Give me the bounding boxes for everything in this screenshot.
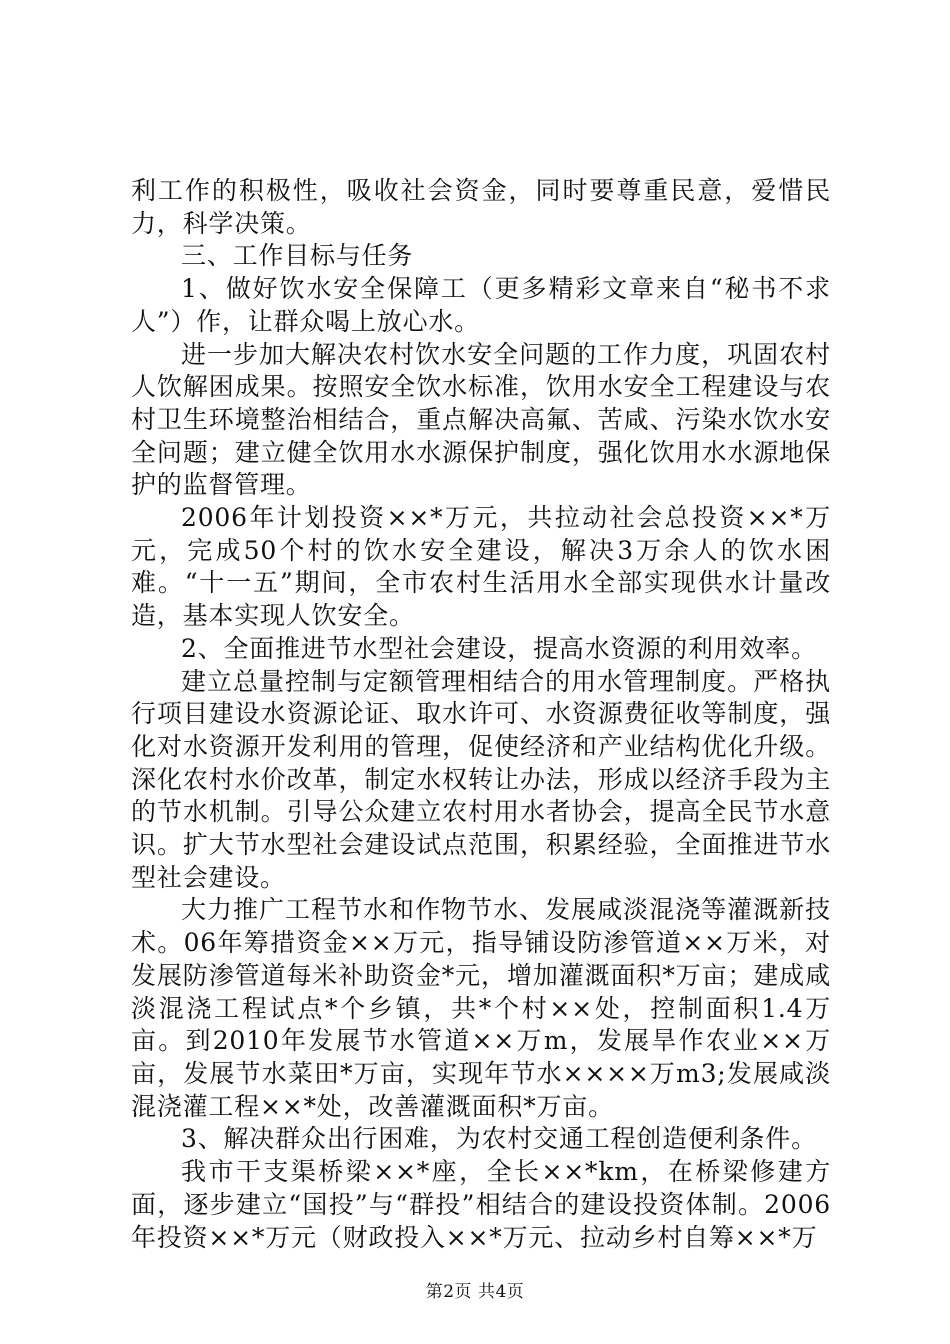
section-heading: 三、工作目标与任务 [181, 241, 414, 271]
paragraph: 我市干支渠桥梁××*座，全长××*km，在桥梁修建方面，逐步建立“国投”与“群投”相结合的建设投资体制。2006年投资××*万元（财政投入××*万元、拉动乡村自筹××*万 [131, 1157, 831, 1252]
document-body [131, 175, 831, 1254]
paragraph: 进一步加大解决农村饮水安全问题的工作力度，巩固农村人饮解困成果。按照安全饮水标准，饮用水安全工程建设与农村卫生环境整治相结合，重点解决高氟、苦咸、污染水饮水安全问题；建立健全饮用水水源保护制度，强化饮用水水源地保护的监督管理。 [131, 339, 831, 500]
subheading-2: 2、全面推进节水型社会建设，提高水资源的利用效率。 [181, 633, 817, 663]
paragraph-continuation: 利工作的积极性，吸收社会资金，同时要尊重民意，爱惜民力，科学决策。 [131, 176, 831, 238]
subheading-1: 1、做好饮水安全保障工（更多精彩文章来自“秘书不求人”）作，让群众喝上放心水。 [131, 274, 831, 336]
paragraph: 建立总量控制与定额管理相结合的用水管理制度。严格执行项目建设水资源论证、取水许可、水资源费征收等制度，强化对水资源开发利用的管理，促使经济和产业结构优化升级。深化农村水价改革，制定水权转让办法，形成以经济手段为主的节水机制。引导公众建立农村用水者协会，提高全民节水意识。扩大节水型社会建设试点范围，积累经验，全面推进节水型社会建设。 [131, 666, 831, 892]
subheading-3: 3、解决群众出行困难，为农村交通工程创造便利条件。 [181, 1124, 817, 1154]
page-footer: 第2页 共4页 [425, 1282, 525, 1302]
paragraph: 大力推广工程节水和作物节水、发展咸淡混浇等灌溉新技术。06年筹措资金××万元，指导铺设防渗管道××万米，对发展防渗管道每米补助资金*元，增加灌溉面积*万亩；建成咸淡混浇工程试点*个乡镇，共*个村××处，控制面积1.4万亩。到2010年发展节水管道××万m，发展旱作农业××万亩，发展节水菜田*万亩，实现年节水××××万m3;发展咸淡混浇灌工程××*处，改善灌溉面积*万亩。 [131, 895, 831, 1121]
paragraph: 2006年计划投资××*万元，共拉动社会总投资××*万元，完成50个村的饮水安全建设，解决3万余人的饮水困难。“十一五”期间，全市农村生活用水全部实现供水计量改造，基本实现人饮安全。 [131, 503, 831, 631]
